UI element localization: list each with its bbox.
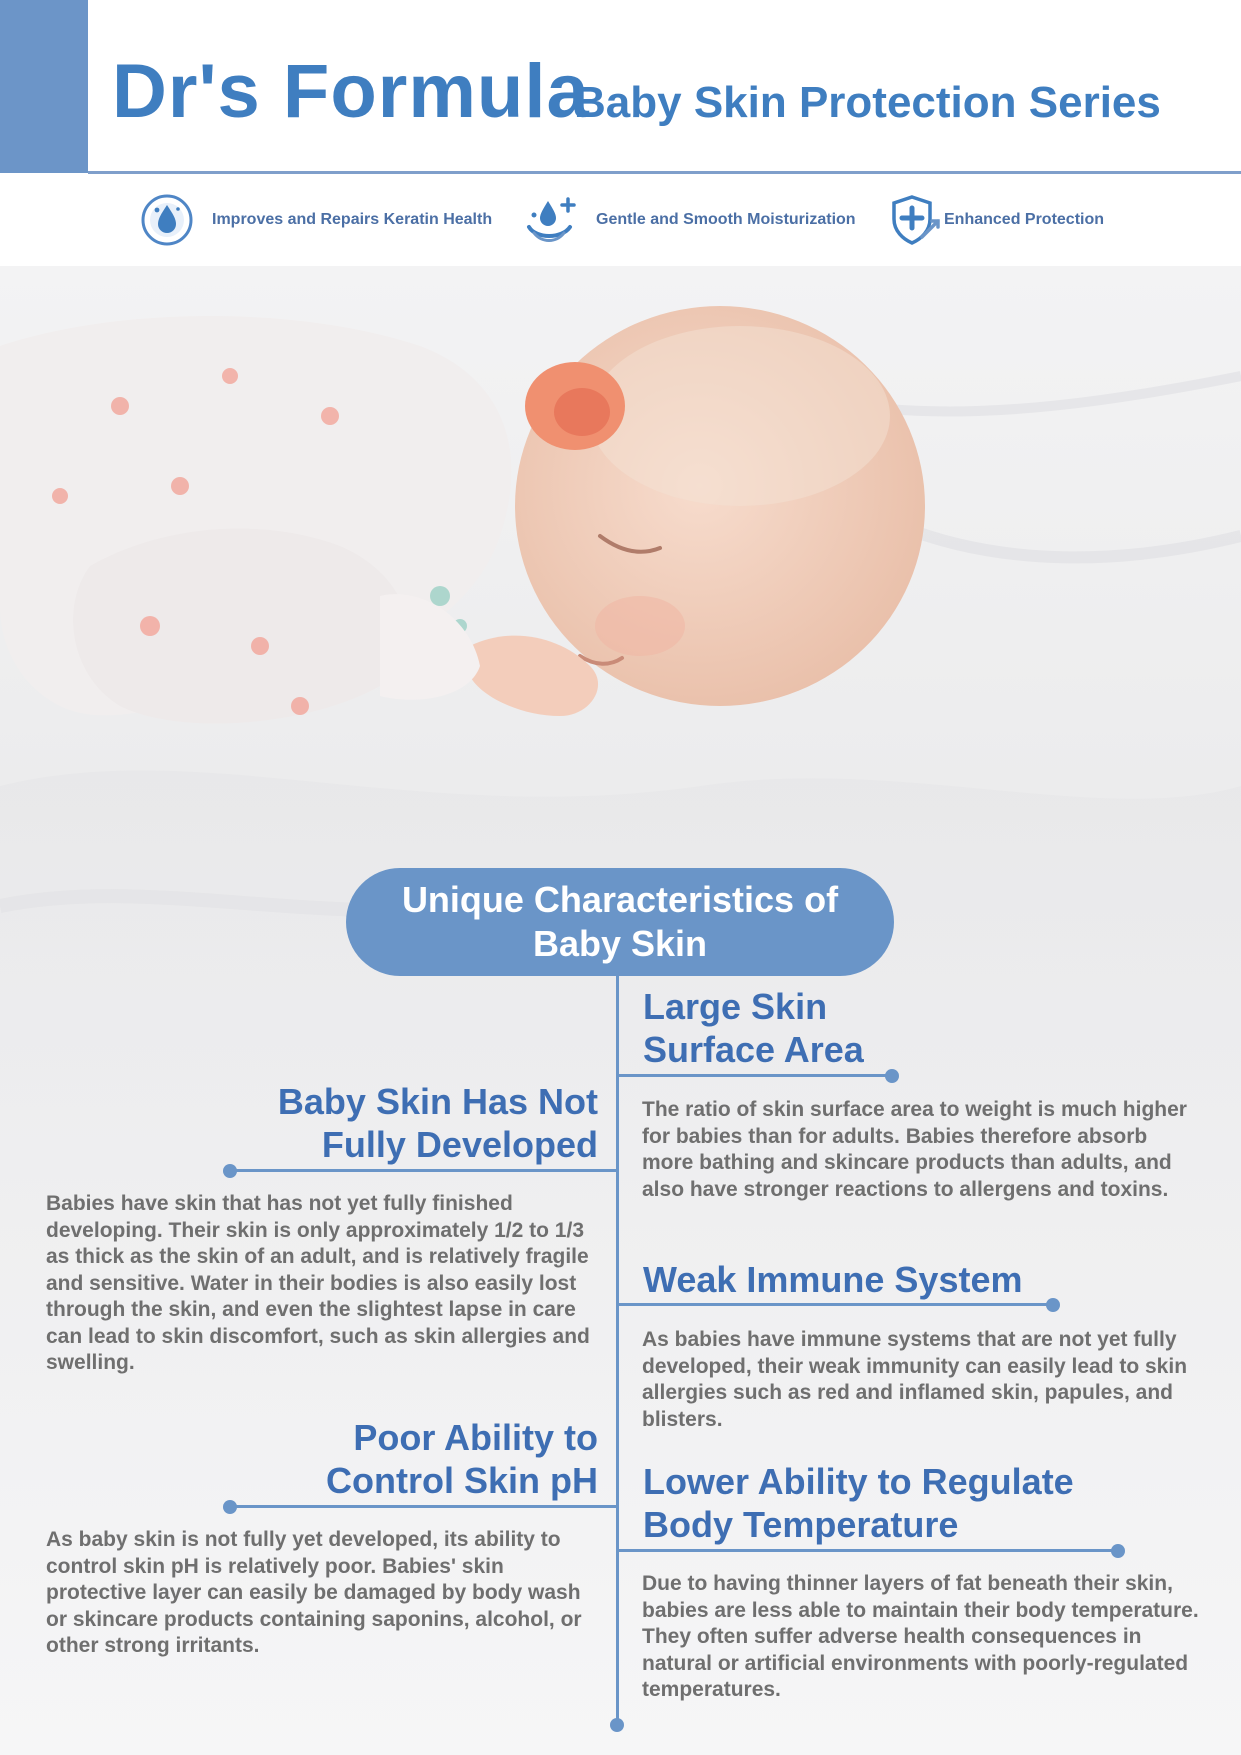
connector-line [619,1303,1053,1306]
shield-cross-icon [888,193,944,247]
section-heading-immune: Weak Immune System [643,1259,1023,1300]
section-heading-temperature: Lower Ability to Regulate Body Temperature [643,1461,1074,1545]
section-body-surface-area: The ratio of skin surface area to weight is much higher for babies than for adults. Babies therefore absorb more bathing and skincare products than adults, and also have stronger reactions to allergens and toxins. [642,1098,1187,1201]
feature-label: Enhanced Protection [944,211,1105,228]
feature-item-keratin [140,193,492,247]
connector-dot [885,1069,899,1083]
section-heading-surface-area: Large Skin Surface Area [643,986,864,1070]
timeline-end-dot [610,1718,624,1732]
header-accent-bar [0,0,88,173]
connector-line [619,1549,1119,1552]
water-splash-plus-icon [524,193,580,247]
brand-logo-text: Dr's Formula [112,49,590,134]
connector-dot [1046,1298,1060,1312]
connector-line [229,1169,617,1172]
section-body-immune: As babies have immune systems that are not yet fully developed, their weak immunity can easily lead to skin allergies such as red and inflamed skin, papules, and blisters. [642,1328,1188,1431]
series-title: Baby Skin Protection Series [574,78,1161,127]
section-body-ph: As baby skin is not fully yet developed, its ability to control skin pH is relatively poor. Babies' skin protective layer can easily be damaged by body wash or skincare products containing saponins, alcohol, or other strong irritants. [46,1528,582,1657]
center-title: Unique Characteristics of Baby Skin [401,879,839,964]
section-heading-ph: Poor Ability to Control Skin pH [326,1417,598,1501]
connector-dot [223,1500,237,1514]
header-divider [88,171,1241,174]
connector-dot [1111,1544,1125,1558]
section-body-not-developed: Babies have skin that has not yet fully finished developing. Their skin is only approximately 1/2 to 1/3 as thick as the skin of an adult, and is relatively fragile and sensitive. Water in their bodies is also easily lost through the skin, and even the slightest lapse in care can lead to skin discomfort, such as skin allergies and swelling. [46,1192,590,1374]
feature-item-protection [888,193,1104,247]
connector-line [619,1074,891,1077]
water-drop-circle-icon [140,193,194,247]
center-timeline-spine [616,976,619,1728]
section-body-temperature: Due to having thinner layers of fat beneath their skin, babies are less able to maintain their body temperature. They often suffer adverse health consequences in natural or artificial environments with poorly-regulated temperatures. [642,1572,1199,1701]
feature-label: Gentle and Smooth Moisturization [596,211,856,228]
center-title-bubble [346,868,894,976]
connector-dot [223,1164,237,1178]
feature-label: Improves and Repairs Keratin Health [212,211,493,228]
connector-line [229,1505,617,1508]
section-heading-not-developed: Baby Skin Has Not Fully Developed [277,1081,598,1165]
feature-item-moisturization [524,193,856,247]
